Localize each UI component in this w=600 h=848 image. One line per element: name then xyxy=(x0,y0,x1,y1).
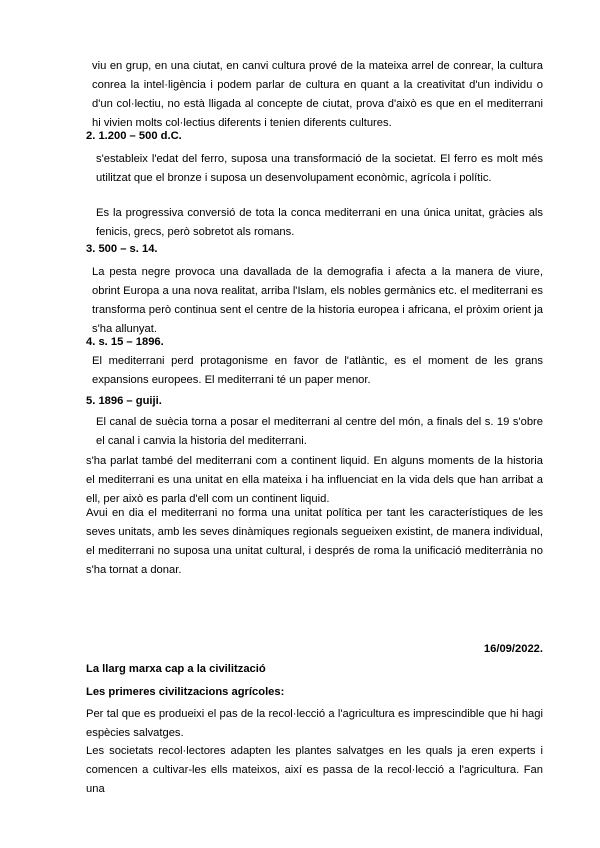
period-3-heading: 3. 500 – s. 14. xyxy=(86,243,158,255)
section-subtitle: Les primeres civilitzacions agrícoles: xyxy=(86,686,285,698)
period-4-heading: 4. s. 15 – 1896. xyxy=(86,336,164,348)
intro-continuation-paragraph: viu en grup, en una ciutat, en canvi cultura prové de la mateixa arrel de conrear, la cultura conrea la intel·ligència i podem parlar de cultura en quant a la creativitat d'un individu o d'un col·lectiu, no està lligada al concepte de ciutat, prova d'això es que en el mediterrani hi vivien molts col·lectius diferents i tenien diferents cultures. xyxy=(92,60,543,129)
political-unity-paragraph: Avui en dia el mediterrani no forma una unitat política per tant les característiques de les seves unitats, amb les seves dinàmiques regionals segueixen existint, de manera individual, el mediterrani no suposa una unitat cultural, i després de roma la unificació mediterrània no s'ha tornat a donar. xyxy=(86,507,543,576)
continent-liquid-paragraph: s'ha parlat també del mediterrani com a continent liquid. En alguns moments de la historia el mediterrani es una unitat en ella mateixa i ha influenciat en la vida dels que han arribat a ell, per això es parla d'ell com un continent liquid. xyxy=(86,455,543,505)
agriculture-paragraph-2: Les societats recol·lectores adapten les plantes salvatges en les quals ja eren experts i comencen a cultivar-les ells mateixos, així es passa de la recol·lecció a l'agricultura. Fan una xyxy=(86,745,543,795)
period-2-paragraph-2: Es la progressiva conversió de tota la conca mediterrani en una única unitat, gràcies als fenicis, grecs, però sobretot als romans. xyxy=(96,207,543,238)
section-date: 16/09/2022. xyxy=(483,643,543,655)
period-2-heading: 2. 1.200 – 500 d.C. xyxy=(86,130,182,142)
period-2-paragraph-1: s'estableix l'edat del ferro, suposa una transformació de la societat. El ferro es molt més utilitzat que el bronze i suposa un desenvolupament econòmic, agrícola i polític. xyxy=(96,153,543,184)
section-title: La llarg marxa cap a la civilització xyxy=(86,663,266,675)
agriculture-paragraph-1: Per tal que es produeixi el pas de la recol·lecció a l'agricultura es imprescindible que hi hagi espècies salvatges. xyxy=(86,708,543,739)
period-5-paragraph: El canal de suècia torna a posar el mediterrani al centre del món, a finals del s. 19 s'obre el canal i canvia la historia del mediterrani. xyxy=(96,416,543,447)
period-4-paragraph: El mediterrani perd protagonisme en favor de l'atlàntic, es el moment de les grans expansions europees. El mediterrani té un paper menor. xyxy=(92,355,543,386)
period-3-paragraph: La pesta negre provoca una davallada de la demografia i afecta a la manera de viure, obrint Europa a una nova realitat, arriba l'Islam, els nobles germànics etc. el mediterrani es transforma però continua sent el centre de la historia europea i africana, el pròxim orient ja s'ha allunyat. xyxy=(92,266,543,335)
period-5-heading: 5. 1896 – guiji. xyxy=(86,395,162,407)
